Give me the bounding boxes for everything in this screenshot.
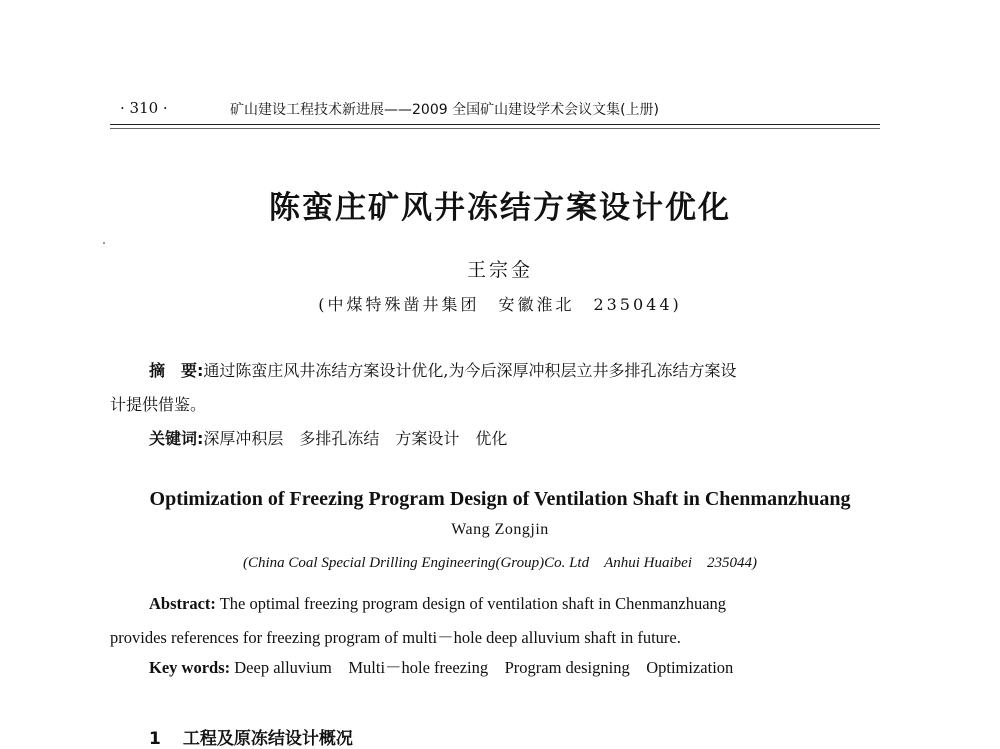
abstract-en [149,594,726,614]
keywords-cn [149,426,507,449]
abstract-en-line1: The optimal freezing program design of ventilation shaft in Chenmanzhuang [215,594,727,613]
paper-title-en: Optimization of Freezing Program Design of Ventilation Shaft in Chenmanzhuang [149,488,851,510]
keywords-en-label: Key words: [149,658,231,677]
abstract-en-continuation: provides references for freezing program of multi－hole deep alluvium shaft in future. [110,628,681,647]
journal-title: 矿山建设工程技术新进展——2009 全国矿山建设学术会议文集(上册) [230,102,660,118]
affiliation-cn: (中煤特殊凿井集团 安徽淮北 235044) [318,295,682,314]
keywords-cn-text: 深厚冲积层 多排孔冻结 方案设计 优化 [203,429,508,448]
section-number: 1 [149,729,161,749]
keywords-en [149,654,733,678]
abstract-cn [149,358,737,381]
section-title: 工程及原冻结设计概况 [182,729,353,749]
affiliation-en: (China Coal Special Drilling Engineering(Group)Co. Ltd Anhui Huaibei 235044) [243,555,757,571]
author-en: Wang Zongjin [451,521,549,538]
header-rule [110,128,880,129]
author-cn: 王宗金 [466,259,533,281]
abstract-cn-line1: 通过陈蛮庄风井冻结方案设计优化,为今后深厚冲积层立井多排孔冻结方案设 [203,361,737,380]
abstract-cn-label: 摘 要: [149,361,204,380]
paper-title-cn: 陈蛮庄矿风井冻结方案设计优化 [269,190,731,226]
running-header [110,96,880,125]
abstract-cn-continuation: 计提供借鉴。 [110,395,207,414]
abstract-en-label: Abstract: [149,594,216,613]
page-number: · 310 · [120,99,168,117]
keywords-cn-label: 关键词: [149,429,204,448]
keywords-en-text: Deep alluvium Multi－hole freezing Program designing Optimization [230,658,734,677]
scan-speck [103,242,105,244]
